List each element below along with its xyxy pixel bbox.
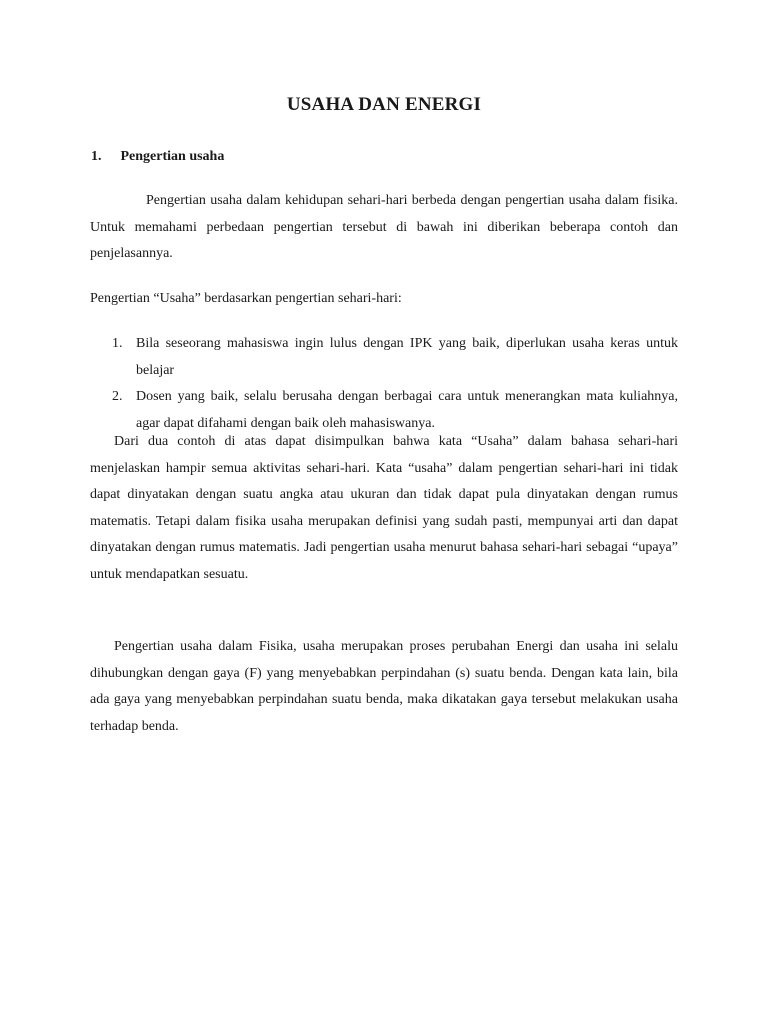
list-item-text: Bila seseorang mahasiswa ingin lulus dengan IPK yang baik, diperlukan usaha keras untuk belajar [136,336,678,378]
list-item [90,331,678,384]
document-title: USAHA DAN ENERGI [286,94,482,115]
paragraph-intro: Pengertian usaha dalam kehidupan sehari-hari berbeda dengan pengertian usaha dalam fisika. Untuk memahami perbedaan pengertian tersebut di bawah ini diberikan beberapa contoh dan penjelasannya. [90,193,678,261]
example-list [90,331,678,437]
list-marker: 2. [112,389,123,404]
section-heading [91,149,224,165]
paragraph-physics-definition: Pengertian usaha dalam Fisika, usaha merupakan proses perubahan Energi dan usaha ini selalu dihubungkan dengan gaya (F) yang menyebabkan perpindahan (s) suatu benda. Dengan kata lain, bila ada gaya yang menyebabkan perpindahan suatu benda, maka dikatakan gaya tersebut melakukan usaha terhadap benda. [90,639,678,734]
section-title: Pengertian usaha [120,149,225,164]
paragraph-list-lead: Pengertian “Usaha” berdasarkan pengertian sehari-hari: [90,291,402,306]
section-number: 1. [91,149,102,164]
list-marker: 1. [112,336,123,351]
paragraph-conclusion: Dari dua contoh di atas dapat disimpulkan bahwa kata “Usaha” dalam bahasa sehari-hari menjelaskan hampir semua aktivitas sehari-hari. Kata “usaha” dalam pengertian sehari-hari ini tidak dapat dinyatakan dengan suatu angka atau ukuran dan tidak dapat pula dinyatakan dengan rumus matematis. Tetapi dalam fisika usaha merupakan definisi yang sudah pasti, mempunyai arti dan dapat dinyatakan dengan rumus matematis. Jadi pengertian usaha menurut bahasa sehari-hari sebagai “upaya” untuk mendapatkan sesuatu. [90,434,678,582]
list-item-text: Dosen yang baik, selalu berusaha dengan berbagai cara untuk menerangkan mata kuliahnya, agar dapat difahami dengan baik oleh mahasiswanya. [136,389,678,431]
